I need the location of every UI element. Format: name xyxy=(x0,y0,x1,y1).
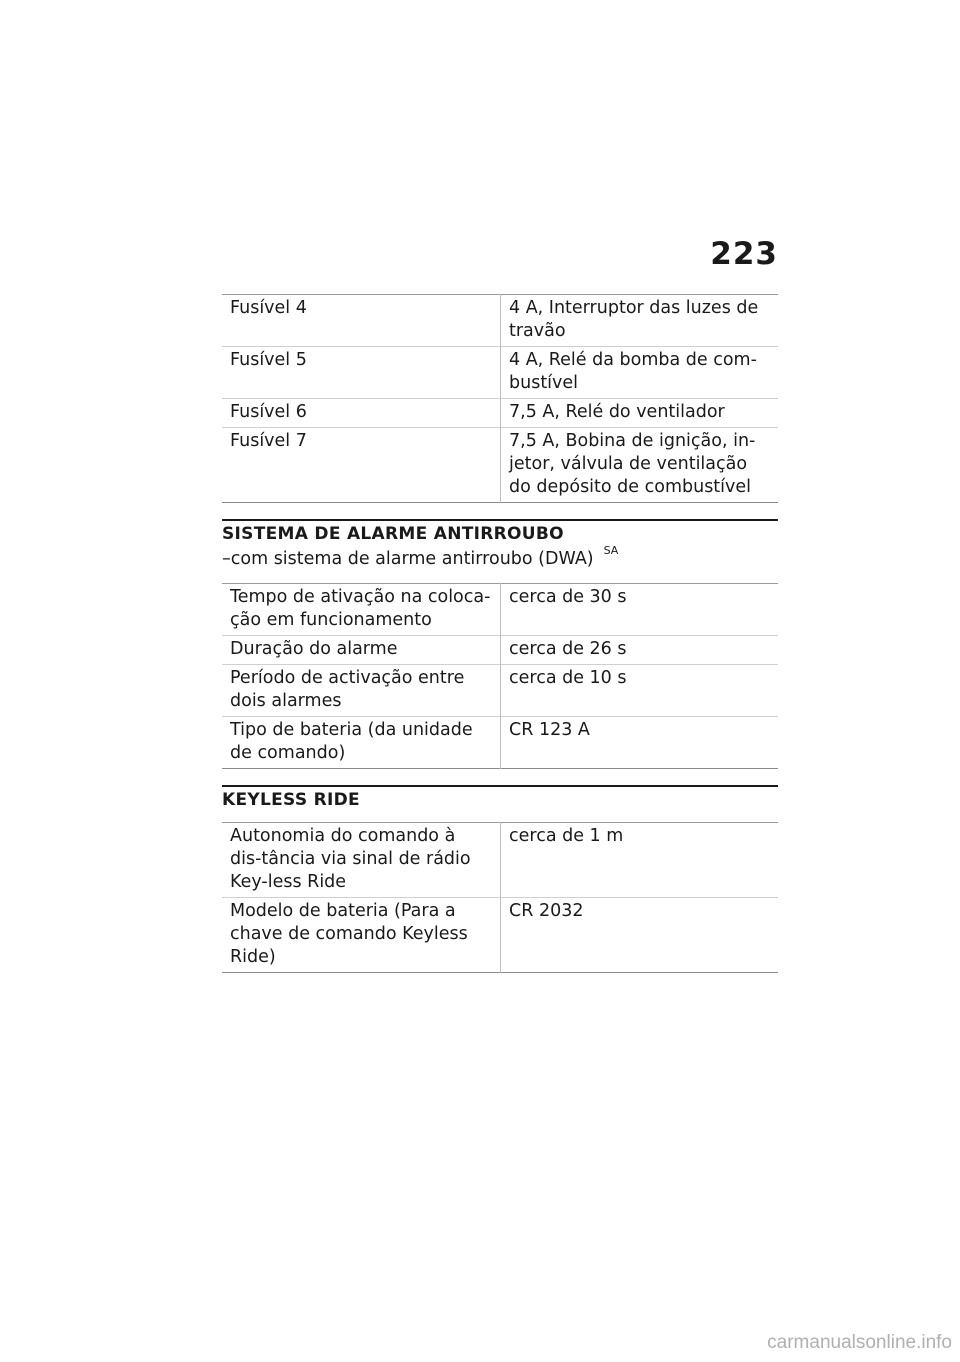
alarm-subtitle-text: –com sistema de alarme antirroubo (DWA) xyxy=(222,548,594,569)
table-row xyxy=(222,583,778,635)
table-row xyxy=(222,897,778,972)
alarm-label: Período de activação entre dois alarmes xyxy=(222,664,501,716)
alarm-value: cerca de 26 s xyxy=(501,635,779,664)
fuse-value: 4 A, Interruptor das luzes de travão xyxy=(509,298,759,341)
keyless-value: cerca de 1 m xyxy=(509,825,624,846)
fuse-value: 7,5 A, Relé do ventilador xyxy=(501,399,779,428)
fuse-label: Fusível 4 xyxy=(222,295,501,347)
keyless-section-heading: KEYLESS RIDE xyxy=(222,785,778,810)
fuse-value: 7,5 A, Bobina de ignição, in-jetor, válvula de ventilação do depósito de combustível xyxy=(501,428,779,503)
watermark: carmanualsonline.info xyxy=(767,1332,952,1353)
alarm-label: Tempo de ativação na coloca-ção em funcionamento xyxy=(222,583,501,635)
alarm-value: CR 123 A xyxy=(501,716,779,768)
fuse-value: 4 A, Relé da bomba de com-bustível xyxy=(501,347,779,399)
fuse-table xyxy=(222,294,778,503)
alarm-section-heading: SISTEMA DE ALARME ANTIRROUBO xyxy=(222,519,778,544)
table-row xyxy=(222,428,778,503)
table-row xyxy=(222,822,778,897)
alarm-value: cerca de 30 s xyxy=(509,586,627,607)
fuse-label: Fusível 7 xyxy=(222,428,501,503)
table-row xyxy=(222,399,778,428)
page-number: 223 xyxy=(710,236,778,272)
fuse-label: Fusível 6 xyxy=(222,399,501,428)
fuse-label: Fusível 5 xyxy=(222,347,501,399)
table-row xyxy=(222,664,778,716)
alarm-label: Duração do alarme xyxy=(222,635,501,664)
table-row xyxy=(222,347,778,399)
table-row xyxy=(222,635,778,664)
keyless-table xyxy=(222,822,778,973)
page-content xyxy=(222,294,778,973)
table-row xyxy=(222,716,778,768)
table-row xyxy=(222,295,778,347)
alarm-label: Tipo de bateria (da unidade de comando) xyxy=(222,716,501,768)
alarm-section-subtitle xyxy=(222,544,778,569)
keyless-value: CR 2032 xyxy=(501,897,779,972)
alarm-value: cerca de 10 s xyxy=(501,664,779,716)
keyless-label: Autonomia do comando à dis-tância via sinal de rádio Key-less Ride xyxy=(222,822,501,897)
keyless-label: Modelo de bateria (Para a chave de comando Keyless Ride) xyxy=(222,897,501,972)
alarm-table xyxy=(222,583,778,769)
optional-equipment-marker: SA xyxy=(603,544,619,557)
